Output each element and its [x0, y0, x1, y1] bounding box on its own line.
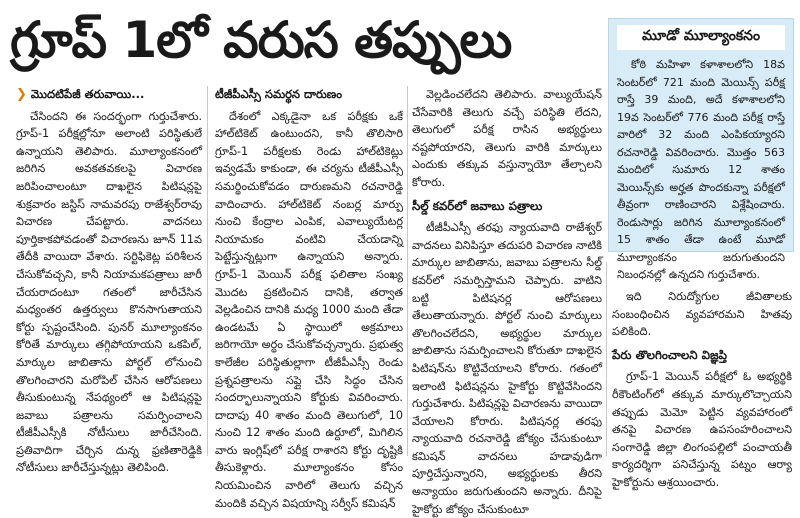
paragraph: గ్రూప్-1 మెయిన్ పరీక్షలో ఓ అభ్యర్థికి రీకౌంటింగ్‌లో తక్కువ మార్కులొచ్చాయని తప్పుడు మెమో పెట్టిన వ్యవహారంలో తనపై విచారణ ఉపసంహరించాలని సంగారెడ్డి జిల్లా లింగంపల్లిలో పంచాయతీ కార్యదర్శిగా పనిచేస్తున్న పట్నం ఆర్యా హైకోర్టును ఆశ్రయించారు.: [612, 370, 792, 489]
box-paragraph: కోఠి మహిళా కళాశాలలోని 18వ సెంటర్‌లో 721 మంది మెయిన్స్ పరీక్ష రాస్తే 39 మంది, అదే కళాశాలలోని 19వ సెంటర్‌లో 776 మంది పరీక్ష రాస్తే వారిలో 32 మంది ఎంపికయ్యారని రచనారెడ్డి వివరించారు. మొత్తం 563 మందిలో సుమారు 12 శాతం మెయిన్స్‌కు అర్హత పొందకున్నా పరీక్షలో తీవ్రంగా రాణించారని విశ్లేషించారు. రెండుసార్లు జరిగిన మూల్యాంకనంలో 15 శాతం తేడా ఉంటే మూడో మూల్యాంకనం జరుగుతుందని నిబంధనల్లో ఉన్నదని గుర్తుచేశారు.: [617, 58, 785, 281]
column-3-subhead: సీల్డ్ కవర్‌లో జవాబు పత్రాలు: [412, 198, 543, 213]
headline: గ్రూప్ 1లో వరుస తప్పులు: [10, 11, 512, 69]
column-4-subhead: పేరు తొలగించాలని విజ్ఞప్తి: [612, 347, 728, 362]
box-title: మూడో మూల్యాంకనం: [617, 25, 785, 50]
paragraph: వెల్లడించలేదని తెలిపారు. వాల్యుయేషన్ చేసేవారికి తెలుగు వచ్చే పరిస్థితి లేదని, తెలుగులో పరీక్ష రాసిన అభ్యర్థులు నష్టపోయారని, తెలుగు వారికి మార్కులు ఎందుకు తక్కువ వస్తున్నాయో తేల్చాలని కోరారు.: [412, 88, 602, 189]
paragraph: చేసిందని ఈ సందర్భంగా గుర్తుచేశారు. గ్రూప్-1 పరీక్షల్లోనూ అలాంటి పరిస్థితులే ఉన్నాయని తెలిపారు. మూల్యాంకనంలో జరిగిన అవకతవకలపై విచారణ జరిపించాలంటూ దాఖలైన పిటిషన్లపై శుక్రవారం జస్టిస్ నామవరపు రాజేశ్వర్‌రావు విచారణ చేపట్టారు. వాదనలు పూర్తికాకపోవడంతో విచారణను జూన్ 11వ తేదీకి వాయిదా వేశారు. సర్టిఫికెట్ల పరిశీలన చేసుకోవచ్చని, కానీ నియామకపత్రాలు జారీ చేయరాదంటూ గతంలో జారీచేసిన మధ్యంతర ఉత్తర్వులు కొనసాగుతాయని కోర్టు స్పష్టంచేసింది. పునర్ మూల్యాంకనం కోరితే మార్కులు తగ్గిపోయాయని ఒకపిల్, మార్కుల జాబితాను పోర్టల్ లోనుంచి తొలగించారని మరోపిల్ చేసిన ఆరోపణలు తీసుకుంటున్న నేపథ్యంలో ఆ పిటిషన్లపై జవాబు పత్రాలను సమర్పించాలని టీజీపీఎస్సీకి నోటీసులు జారీచేసింది. ప్రతివాదిగా చేర్చిన దున్న ఫ్రణితారెడ్డికి నోటీసులు జారీచేస్తున్నట్లు తెలిపింది.: [16, 109, 202, 475]
paragraph: టీజీపీఎస్సీ తరఫు న్యాయవాది రాజేశ్వర్ వాదనలు వినిపిస్తూ తదుపరి విచారణ నాటికి మార్కుల జాబితాను, జవాబు పత్రాలను సీల్డ్ కవర్‌లో సమర్పిస్తామని చెప్పారు. వాటిని బట్టి పిటిషనర్ల ఆరోపణలు తేలుతాయన్నారు. పోర్టల్ నుంచి మార్కులు తొలగించలేదని, అభ్యర్థుల మార్కుల జాబితాను సమర్పించాలని కోరుతూ దాఖలైన పిటిషన్‌ను కొట్టివేయాలని కోరారు. గతంలో ఇలాంటి ఫిటిషన్లను హైకోర్టు కొట్టివేసిందని గుర్తుచేశారు. పిటిషన్లపై విచారణను వాయిదా వేయాలని కోరారు. పిటిషనర్ల తరఫు న్యాయవాది రచనారెడ్డి జోక్యం చేసుకుంటూ కమిషన్ వాదనలు హడావుడిగా పూర్తిచేస్తున్నారని, అభ్యర్థులకు తీరని అన్యాయం జరుగుతుందని అన్నారు. దీనిపై హైకోర్టు జోక్యం చేసుకుంటూ: [412, 221, 603, 516]
column-1: [16, 86, 202, 475]
column-1-subhead: [16, 86, 202, 104]
column-3: [412, 86, 603, 516]
subhead-text: మొదటిపేజీ తరువాయి...: [30, 87, 145, 101]
column-2: [215, 86, 403, 510]
column-4: [612, 288, 792, 489]
paragraph: దేశంలో ఎక్కడైనా ఒక పరీక్షకు ఒకే హాల్‌టికెట్ ఉంటుందని, కానీ తొలిసారి గ్రూప్-1 పరీక్షలకు రెండు హాల్‌టికెట్లు ఇవ్వడమే కాకుండా, ఈ చర్యను టీజీపీఎస్సీ సమర్థించుకోవడం దారుణమని రచనారెడ్డి వాదించారు. హాల్‌టికెట్ నంబర్ల మార్పు నుంచి కేంద్రాల ఎంపిక, ఎవాల్యుయేటర్ల నియామకం వంటివి చేయడాన్ని పెట్టేస్తున్నట్లుగా ఉన్నాయని అన్నారు. గ్రూప్-1 మెయిన్ పరీక్ష ఫలితాల సంఖ్య మొదట ప్రకటించిన దానికి, తర్వాత వెల్లడించిన దానికి మధ్య 1000 మంది తేడా ఉండటమే ఏ స్థాయిలో అక్రమాలు జరిగాయో అర్థం చేసుకోవచ్చన్నారు. ప్రభుత్వ కాలేజీల పరిస్థితుల్లాగా టీజీపీఎస్సీ రెండు ప్రశ్నపత్రాలను సప్లై చేసి సిద్ధం చేసిన సందర్భాలున్నాయని కోర్టుకు వివరించారు. దాదాపు 40 శాతం మంది తెలుగులో, 10 నుంచి 12 శాతం మంది ఉర్దూలో, మిగిలిన వారు ఇంగ్లిష్‌లో పరీక్ష రాశారని కోర్టు దృష్టికి తీసుకెళ్లారు. మూల్యాంకనం కోసం నియమించిన వారిలో తెలుగు వచ్చిన మందికి వచ్చిన విషయాన్ని సర్వీస్ కమిషన్: [215, 109, 403, 510]
column-divider: [407, 86, 408, 456]
paragraph: ఇది నిరుద్యోగుల జీవితాలకు సంబంధించిన వ్యవహారమని హితవు పలికింది.: [612, 290, 792, 339]
column-divider: [207, 86, 208, 456]
chevron-right-icon: ❯: [16, 87, 27, 102]
column-divider: [606, 262, 607, 456]
column-2-subhead: టీజీపీఎస్సీ సమర్థన దారుణం: [215, 87, 343, 101]
sidebar-box: [608, 18, 794, 281]
box-body: [609, 54, 793, 286]
